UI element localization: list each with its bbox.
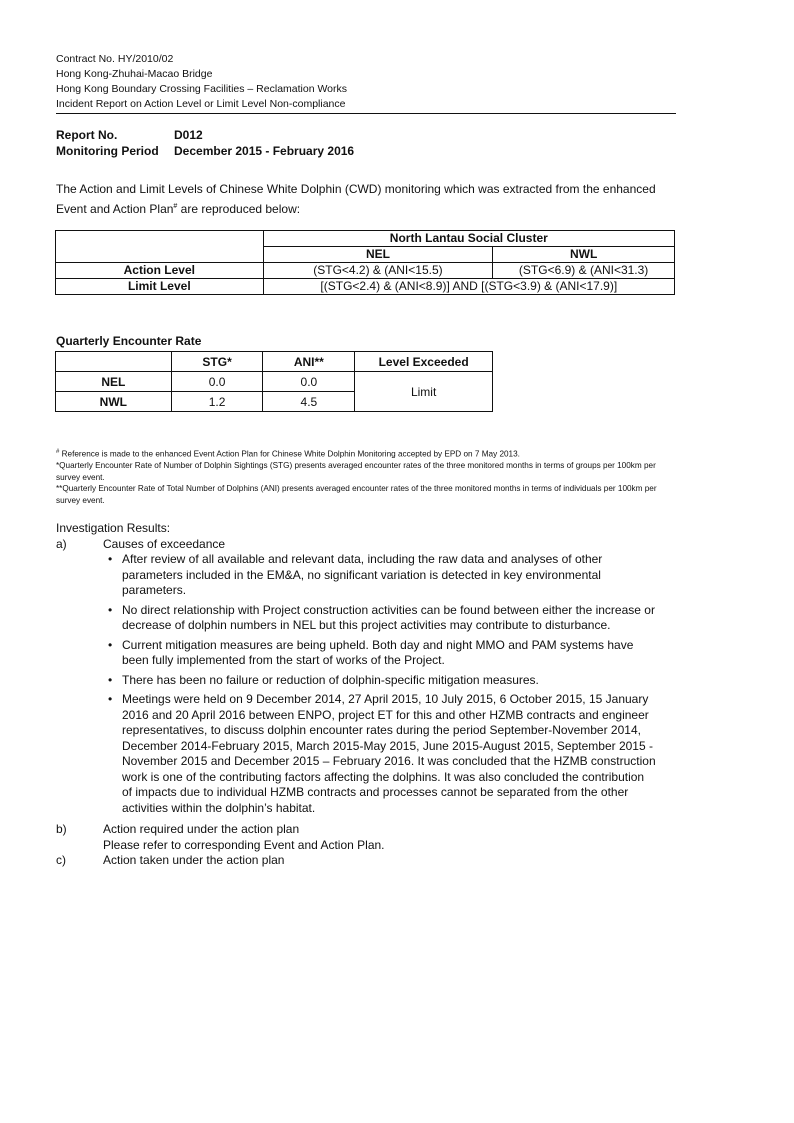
bullet-icon: • [108, 602, 113, 617]
section-c [56, 853, 656, 869]
table-row [56, 372, 493, 392]
footnote-mark: # [56, 449, 60, 455]
footnote-3: **Quarterly Encounter Rate of Total Number of Dolphins (ANI) presents averaged encounter rates of the three monitored months in terms of individuals per 100km per survey event. [56, 484, 657, 505]
report-no-label: Report No. [56, 128, 118, 142]
section-a [56, 537, 656, 553]
monitoring-period-value: December 2015 - February 2016 [174, 144, 355, 158]
report-meta [56, 127, 354, 159]
col-header-nel: NEL [263, 247, 493, 263]
section-a-title: Causes of exceedance [103, 536, 226, 551]
header-divider [56, 113, 676, 114]
qer-header-ani: ANI** [263, 352, 355, 372]
bullet-icon: • [108, 552, 113, 566]
section-a-letter: a) [56, 536, 67, 551]
intro-footnote-mark: # [173, 203, 178, 210]
document-header [56, 52, 676, 112]
list-item: • No direct relationship with Project construction activities can be found between either the increase or decrease of dolphin numbers in NEL but this project activities may contribute to disturbance. [108, 602, 655, 632]
section-b-letter: b) [56, 822, 67, 836]
contract-number: Contract No. HY/2010/02 [56, 53, 174, 65]
qer-ani-value: 4.5 [263, 392, 355, 412]
section-c-title: Action taken under the action plan [103, 853, 285, 867]
bullet-icon: • [108, 692, 113, 706]
section-c-letter: c) [56, 853, 66, 867]
limit-level-value: [(STG<2.4) & (ANI<8.9)] AND [(STG<3.9) & (ANI<17.9)] [263, 279, 674, 295]
list-item: • There has been no failure or reduction of dolphin-specific mitigation measures. [108, 672, 539, 687]
project-name: Hong Kong-Zhuhai-Macao Bridge [56, 68, 213, 80]
intro-paragraph [56, 180, 666, 218]
causes-list [108, 552, 656, 816]
qer-header-blank [56, 352, 172, 372]
action-level-label: Action Level [56, 263, 264, 279]
qer-stg-value: 0.0 [171, 372, 263, 392]
investigation-results [56, 521, 656, 869]
qer-row-label: NEL [56, 372, 172, 392]
action-level-nel: (STG<4.2) & (ANI<15.5) [263, 263, 493, 279]
qer-header-level-exceeded: Level Exceeded [355, 352, 493, 372]
footnote-1: # Reference is made to the enhanced Event Action Plan for Chinese White Dolphin Monitoring accepted by EPD on 7 May 2013. [56, 449, 520, 459]
project-subtitle: Hong Kong Boundary Crossing Facilities – Reclamation Works [56, 83, 348, 95]
investigation-title: Investigation Results: [56, 521, 171, 535]
col-header-nwl: NWL [493, 247, 675, 263]
action-limit-levels-table [55, 230, 675, 295]
list-item: • After review of all available and relevant data, including the raw data and analyses of other parameters included in the EM&A, no significant variation is detected in key environmental parameters. [108, 552, 603, 597]
quarterly-encounter-rate-table [55, 351, 493, 412]
report-no-value: D012 [174, 128, 203, 142]
footnote-2: *Quarterly Encounter Rate of Number of Dolphin Sightings (STG) presents averaged encounter rates of the three monitored months in terms of groups per 100km per survey event. [56, 461, 656, 482]
section-b [56, 822, 656, 853]
qer-ani-value: 0.0 [263, 372, 355, 392]
qer-title: Quarterly Encounter Rate [56, 334, 202, 348]
qer-row-label: NWL [56, 392, 172, 412]
list-item: • Current mitigation measures are being upheld. Both day and night MMO and PAM systems have been fully implemented from the start of works of the Project. [108, 637, 634, 667]
monitoring-period-label: Monitoring Period [56, 144, 159, 158]
qer-level-exceeded-value: Limit [355, 372, 493, 412]
bullet-icon: • [108, 672, 113, 687]
qer-header-stg: STG* [171, 352, 263, 372]
footnotes [56, 447, 681, 506]
section-b-text: Please refer to corresponding Event and Action Plan. [103, 837, 385, 852]
intro-text-a: The Action and Limit Levels of Chinese White Dolphin (CWD) monitoring which was extracted from the enhanced Event and Action Plan [56, 182, 656, 216]
report-type: Incident Report on Action Level or Limit Level Non-compliance [56, 98, 346, 110]
section-b-title: Action required under the action plan [103, 822, 300, 836]
action-level-nwl: (STG<6.9) & (ANI<31.3) [493, 263, 675, 279]
qer-stg-value: 1.2 [171, 392, 263, 412]
list-item: • Meetings were held on 9 December 2014, 27 April 2015, 10 July 2015, 6 October 2015, 15 January 2016 and 20 April 2016 between ENPO, project ET for this and other HZMB contracts and engineer representatives, to discuss dolphin encounter rates during the period September-November 2014, December 2014-February 2015, March 2015-May 2015, June 2015-August 2015, September 2015 - November 2015 and December 2015 – February 2016. It was concluded that the HZMB construction work is one of the contributing factors affecting the dolphins. It was also concluded the contribution of impacts due to individual HZMB contracts and processes cannot be separated from the other activities within the dolphin’s habitat. [108, 692, 656, 815]
table-corner-cell [56, 231, 264, 263]
limit-level-label: Limit Level [56, 279, 264, 295]
bullet-icon: • [108, 637, 113, 652]
intro-text-b: are reproduced below: [177, 202, 301, 216]
cluster-header: North Lantau Social Cluster [263, 231, 674, 247]
